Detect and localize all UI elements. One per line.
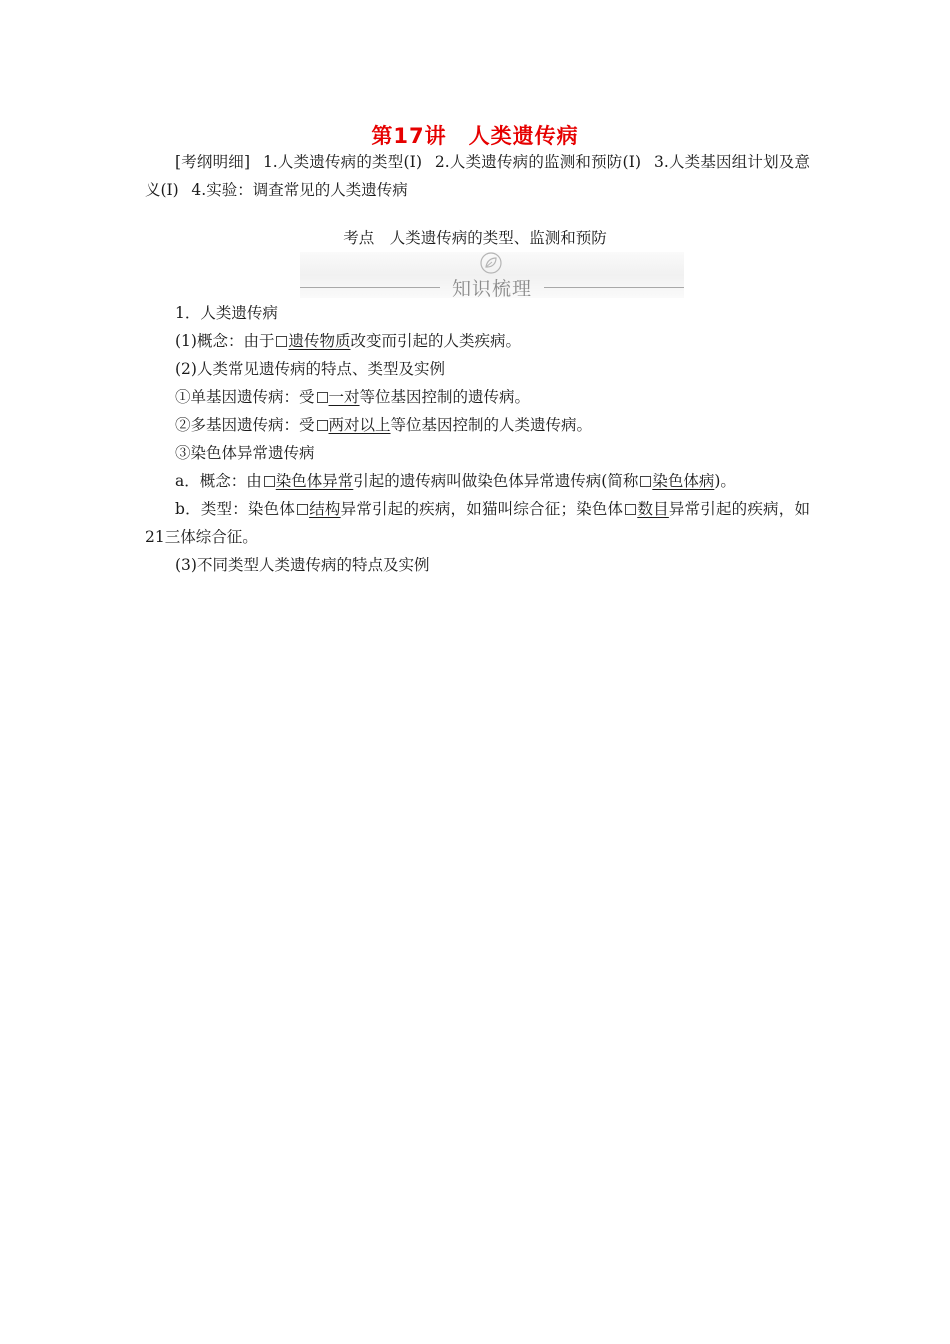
- answer-text: 一对: [328, 388, 360, 406]
- answer-box: [264, 476, 275, 487]
- paragraph: [145, 383, 810, 411]
- answer-box: [640, 476, 651, 487]
- paragraph: [145, 327, 810, 355]
- text: 改变而引起的人类疾病。: [350, 332, 521, 350]
- outline-label: [考纲明细]: [175, 153, 251, 171]
- text: 异常引起的疾病，如21三体综合征。: [145, 500, 810, 546]
- outline-item: 2.人类遗传病的监测和预防(Ⅰ): [434, 153, 642, 171]
- paragraph: [145, 467, 810, 495]
- text: (1)概念：由于: [175, 332, 275, 350]
- content-body: [145, 299, 810, 579]
- knowledge-banner: [300, 252, 684, 298]
- text: a．概念：由: [175, 472, 262, 490]
- paragraph: [145, 411, 810, 439]
- text: )。: [714, 472, 736, 490]
- paragraph: (2)人类常见遗传病的特点、类型及实例: [175, 360, 445, 378]
- answer-box: [317, 392, 328, 403]
- answer-text: 遗传物质: [288, 332, 351, 350]
- answer-box: [625, 504, 636, 515]
- banner-label: 知识梳理: [451, 278, 532, 300]
- answer-text: 两对以上: [328, 416, 391, 434]
- paragraph: [145, 495, 810, 551]
- paragraph: (3)不同类型人类遗传病的特点及实例: [175, 556, 430, 574]
- text: 引起的遗传病叫做染色体异常遗传病(简称: [353, 472, 639, 490]
- paragraph: ③染色体异常遗传病: [175, 444, 315, 462]
- answer-box: [276, 336, 287, 347]
- text: ①单基因遗传病：受: [175, 388, 315, 406]
- outline-item: 1.人类遗传病的类型(Ⅰ): [262, 153, 423, 171]
- syllabus-outline: [145, 148, 810, 204]
- text: b．类型：染色体: [175, 500, 296, 518]
- answer-text: 染色体病: [652, 472, 715, 490]
- text: 等位基因控制的遗传病。: [359, 388, 531, 406]
- answer-text: 数目: [637, 500, 669, 518]
- text: 等位基因控制的人类遗传病。: [390, 416, 593, 434]
- outline-item: 4.实验：调查常见的人类遗传病: [191, 181, 408, 199]
- answer-text: 染色体异常: [275, 472, 354, 490]
- heading: 1．人类遗传病: [175, 304, 278, 322]
- answer-box: [297, 504, 308, 515]
- text: ②多基因遗传病：受: [175, 416, 315, 434]
- answer-box: [317, 420, 328, 431]
- leaf-icon: [480, 252, 502, 274]
- lesson-title: 第17讲 人类遗传病: [371, 124, 579, 148]
- outline-item: 3.人类基因组计划及意义(Ⅰ): [145, 153, 810, 199]
- section-title: 考点 人类遗传病的类型、监测和预防: [343, 229, 607, 247]
- banner-rule-right: [544, 287, 684, 288]
- text: 异常引起的疾病，如猫叫综合征；染色体: [340, 500, 624, 518]
- answer-text: 结构: [309, 500, 341, 518]
